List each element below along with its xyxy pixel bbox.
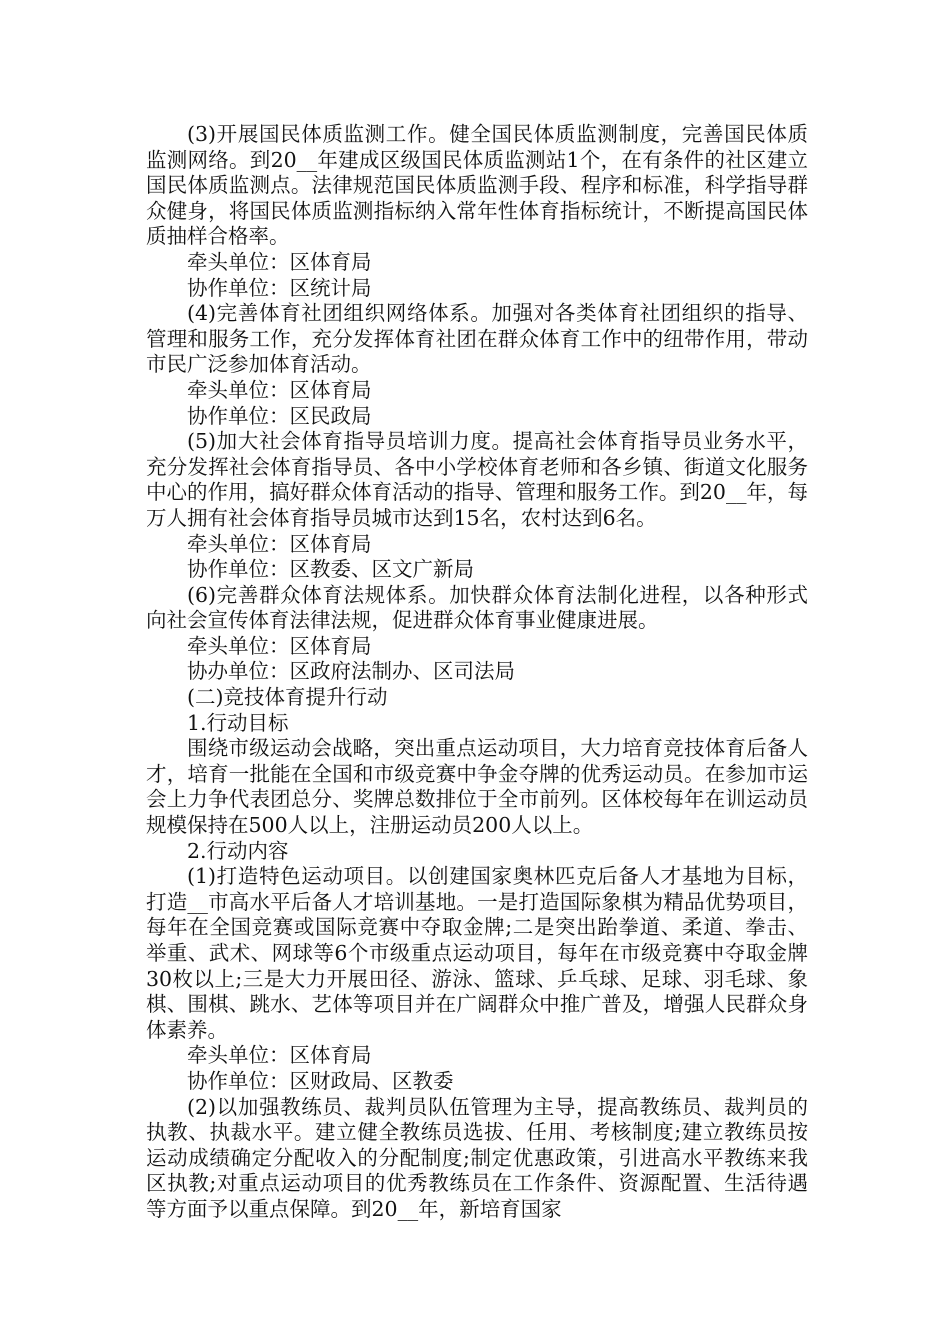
- subheading-content: 2.行动内容: [187, 838, 289, 863]
- paragraph-2: 牵头单位：区体育局: [187, 249, 372, 274]
- paragraph-5: 牵头单位：区体育局: [187, 377, 372, 402]
- document-body: [146, 122, 808, 1223]
- paragraph-4: (4)完善体育社团组织网络体系。加强对各类体育社团组织的指导、管理和服务工作，充分发挥体育社团在群众体育工作中的纽带作用，带动市民广泛参加体育活动。: [146, 301, 808, 377]
- paragraph-18: 牵头单位：区体育局: [187, 1043, 372, 1068]
- paragraph-19: 协作单位：区财政局、区教委: [187, 1068, 454, 1093]
- section-heading: (二)竞技体育提升行动: [187, 685, 388, 710]
- paragraph-1: (3)开展国民体质监测工作。健全国民体质监测制度，完善国民体质监测网络。到20__年建成区级国民体质监测站1个，在有条件的社区建立国民体质监测点。法律规范国民体质监测手段、程序和标准，科学指导群众健身，将国民体质监测指标纳入常年性体育指标统计，不断提高国民体质抽样合格率。: [146, 122, 808, 249]
- paragraph-9: 协作单位：区教委、区文广新局: [187, 557, 474, 582]
- paragraph-8: 牵头单位：区体育局: [187, 531, 372, 556]
- paragraph-12: 协办单位：区政府法制办、区司法局: [187, 659, 515, 684]
- paragraph-15: 围绕市级运动会战略，突出重点运动项目，大力培育竞技体育后备人才，培育一批能在全国和市级竞赛中争金夺牌的优秀运动员。在参加市运会上力争代表团总分、奖牌总数排位于全市前列。区体校每年在训运动员规模保持在500人以上，注册运动员200人以上。: [146, 736, 808, 838]
- paragraph-7: (5)加大社会体育指导员培训力度。提高社会体育指导员业务水平，充分发挥社会体育指导员、各中小学校体育老师和各乡镇、街道文化服务中心的作用，搞好群众体育活动的指导、管理和服务工作。到20__年，每万人拥有社会体育指导员城市达到15名，农村达到6名。: [146, 429, 808, 530]
- paragraph-11: 牵头单位：区体育局: [187, 633, 372, 658]
- paragraph-20: (2)以加强教练员、裁判员队伍管理为主导，提高教练员、裁判员的执教、执裁水平。建立健全教练员选拔、任用、考核制度;建立教练员按运动成绩确定分配收入的分配制度;制定优惠政策，引进高水平教练来我区执教;对重点运动项目的优秀教练员在工作条件、资源配置、生活待遇等方面予以重点保障。到20__年，新培育国家: [146, 1094, 808, 1221]
- subheading-goal: 1.行动目标: [187, 710, 289, 735]
- paragraph-6: 协作单位：区民政局: [187, 403, 372, 428]
- paragraph-3: 协作单位：区统计局: [187, 275, 372, 300]
- paragraph-17: (1)打造特色运动项目。以创建国家奥林匹克后备人才基地为目标，打造__市高水平后备人才培训基地。一是打造国际象棋为精品优势项目，每年在全国竞赛或国际竞赛中夺取金牌;二是突出跆拳道、柔道、拳击、举重、武术、网球等6个市级重点运动项目，每年在市级竞赛中夺取金牌30枚以上;三是大力开展田径、游泳、篮球、乒乓球、足球、羽毛球、象棋、围棋、跳水、艺体等项目并在广阔群众中推广普及，增强人民群众身体素养。: [146, 864, 808, 1042]
- paragraph-10: (6)完善群众体育法规体系。加快群众体育法制化进程，以各种形式向社会宣传体育法律法规，促进群众体育事业健康进展。: [146, 582, 808, 633]
